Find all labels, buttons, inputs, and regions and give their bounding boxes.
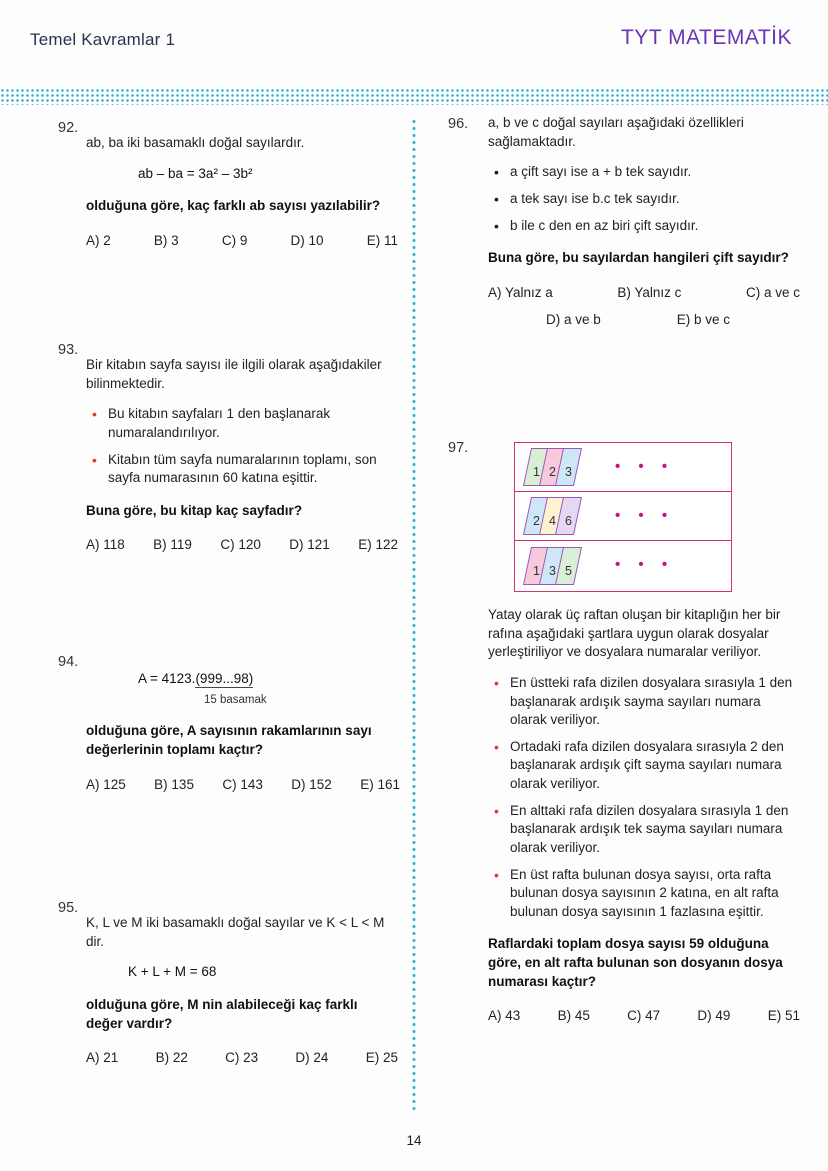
- formula: K + L + M = 68: [128, 964, 217, 980]
- folder-number: 6: [565, 514, 572, 528]
- options-row: [86, 776, 400, 795]
- question-stem: olduğuna göre, A sayısının rakamlarının sayı değerlerinin toplamı kaçtır?: [86, 723, 372, 758]
- question-number: 93.: [58, 342, 79, 358]
- question-stem: Buna göre, bu kitap kaç sayfadır?: [86, 502, 303, 518]
- question-number: 95.: [58, 900, 79, 916]
- folder: [555, 547, 582, 585]
- option-d: D) 10: [290, 232, 324, 248]
- folder-number: 5: [565, 563, 572, 578]
- option-e: E) 51: [767, 1008, 800, 1024]
- option-c: C) 143: [222, 776, 263, 792]
- bullet-list: [494, 674, 800, 922]
- option-b: B) 22: [155, 1050, 188, 1066]
- option-d: D) 49: [697, 1008, 731, 1024]
- question-number: 92.: [58, 120, 79, 136]
- folder-group: [527, 547, 575, 585]
- folder: [555, 448, 582, 486]
- option-c: C) 23: [225, 1050, 259, 1066]
- option-e: E) b ve c: [676, 312, 731, 328]
- ellipsis-dots: • • •: [615, 506, 675, 524]
- bullet-text: En alttaki rafa dizilen dosyalara sırasıyla 1 den başlanarak ardışık tek sayma sayıları numara olarak veriliyor.: [510, 802, 789, 855]
- folder-number: 4: [549, 514, 556, 528]
- options-row: [546, 311, 800, 330]
- question-92: [58, 118, 398, 251]
- question-stem: olduğuna göre, kaç farklı ab sayısı yazılabilir?: [86, 198, 381, 214]
- option-e: E) 25: [365, 1050, 398, 1066]
- bookshelf-figure: [514, 442, 732, 592]
- option-a: A) 125: [86, 776, 126, 792]
- option-a: A) 118: [86, 537, 125, 553]
- folder-group: [527, 497, 575, 535]
- question-text: Bir kitabın sayfa sayısı ile ilgili olarak aşağıdakiler bilinmektedir.: [86, 357, 382, 391]
- option-b: B) 135: [154, 776, 194, 792]
- option-d: D) 152: [291, 776, 332, 792]
- bullet-list: [494, 163, 800, 235]
- ellipsis-dots: • • •: [615, 556, 675, 574]
- bullet-item: [494, 674, 800, 730]
- bullet-item: [494, 866, 800, 922]
- question-number: 97.: [448, 440, 469, 456]
- question-94: [58, 652, 400, 794]
- folder-number: 3: [565, 465, 572, 479]
- options-row: [86, 232, 398, 251]
- question-stem: Buna göre, bu sayılardan hangileri çift sayıdır?: [488, 250, 789, 266]
- bullet-text: b ile c den en az biri çift sayıdır.: [510, 217, 699, 233]
- folder-number: 2: [533, 514, 540, 528]
- bullet-text: Ortadaki rafa dizilen dosyalara sırasıyla 2 den başlanarak ardışık çift sayma sayıları numara olarak veriliyor.: [510, 738, 784, 791]
- option-a: A) Yalnız a: [488, 284, 553, 300]
- option-b: B) 119: [153, 537, 192, 553]
- dotted-separator: [0, 88, 828, 105]
- option-c: C) 9: [221, 232, 248, 248]
- option-d: D) 24: [295, 1050, 329, 1066]
- page-subject-title: TYT MATEMATİK: [620, 26, 792, 49]
- ellipsis-dots: • • •: [615, 457, 675, 475]
- option-c: C) 120: [220, 537, 261, 553]
- option-b: B) 3: [153, 232, 179, 248]
- question-stem: Raflardaki toplam dosya sayısı 59 olduğuna göre, en alt rafta bulunan son dosyanın dosya numarası kaçtır?: [488, 936, 783, 989]
- question-text: a, b ve c doğal sayıları aşağıdaki özellikleri sağlamaktadır.: [488, 115, 744, 149]
- options-row: [488, 1007, 800, 1026]
- option-a: A) 2: [86, 232, 111, 248]
- bullet-item: [494, 190, 800, 209]
- folder: [555, 497, 582, 535]
- folder-number: 3: [549, 563, 556, 578]
- shelf-row-bottom: [515, 541, 731, 590]
- folder-number: 1: [533, 563, 540, 578]
- options-row: [86, 536, 398, 555]
- bullet-list: [92, 405, 398, 488]
- option-c: C) 47: [627, 1008, 661, 1024]
- option-e: E) 11: [366, 232, 398, 248]
- question-number: 96.: [448, 116, 469, 132]
- formula-braced-part: (999...98): [195, 671, 254, 686]
- question-text: ab, ba iki basamaklı doğal sayılardır.: [86, 135, 305, 150]
- option-c: C) a ve c: [745, 284, 800, 300]
- question-text: K, L ve M iki basamaklı doğal sayılar ve K < L < M dir.: [86, 915, 385, 949]
- bullet-text: a tek sayı ise b.c tek sayıdır.: [510, 190, 680, 206]
- formula-prefix: A = 4123.: [138, 671, 196, 686]
- question-93: [58, 340, 398, 555]
- question-stem: olduğuna göre, M nin alabileceği kaç farklı değer vardır?: [86, 996, 358, 1031]
- shelf-row-top: [515, 443, 731, 492]
- bullet-text: En üstteki rafa dizilen dosyalara sırasıyla 1 den başlanarak ardışık sayma sayıları numara olarak veriliyor.: [510, 674, 793, 728]
- option-b: B) Yalnız c: [617, 284, 682, 300]
- bullet-item: [494, 738, 800, 794]
- brace-label: 15 basamak: [204, 693, 267, 706]
- shelf-row-middle: [515, 492, 731, 541]
- formula: [138, 670, 400, 689]
- option-b: B) 45: [557, 1008, 590, 1024]
- options-row: [86, 1049, 398, 1068]
- bullet-item: [92, 451, 398, 488]
- question-95: [58, 898, 398, 1068]
- bullet-text: a çift sayı ise a + b tek sayıdır.: [510, 164, 692, 180]
- question-number: 94.: [58, 654, 79, 670]
- bullet-item: [494, 802, 800, 858]
- option-d: D) 121: [289, 537, 330, 553]
- option-a: A) 43: [488, 1008, 521, 1024]
- question-text: Yatay olarak üç raftan oluşan bir kitaplığın her bir rafına aşağıdaki şartlara uygun olarak dosyalar yerleştiriliyor ve dosyalara numaralar veriliyor.: [488, 607, 781, 660]
- option-a: A) 21: [86, 1050, 119, 1066]
- option-e: E) 161: [360, 776, 400, 792]
- column-divider: [412, 118, 416, 1113]
- bullet-item: [92, 405, 398, 442]
- bullet-item: [494, 163, 800, 182]
- question-97: [448, 438, 800, 1026]
- option-e: E) 122: [358, 537, 398, 553]
- bullet-text: Kitabın tüm sayfa numaralarının toplamı, son sayfa numarasının 60 katına eşittir.: [108, 451, 377, 486]
- folder-number: 1: [533, 465, 540, 479]
- folder-number: 2: [549, 465, 556, 479]
- page-number: 14: [406, 1133, 422, 1148]
- page-section-title: Temel Kavramlar 1: [30, 30, 176, 49]
- question-96: [448, 114, 800, 330]
- options-row: [488, 284, 800, 303]
- bullet-item: [494, 217, 800, 236]
- folder-group: [527, 448, 575, 486]
- bullet-text: En üst rafta bulunan dosya sayısı, orta rafta bulunan dosya sayısının 2 katına, en alt rafta bulunan dosya sayısının 1 fazlasına eşittir.: [510, 866, 779, 919]
- option-d: D) a ve b: [546, 312, 601, 328]
- formula: ab – ba = 3a² – 3b²: [138, 165, 253, 181]
- bullet-text: Bu kitabın sayfaları 1 den başlanarak numaralandırılıyor.: [108, 406, 331, 440]
